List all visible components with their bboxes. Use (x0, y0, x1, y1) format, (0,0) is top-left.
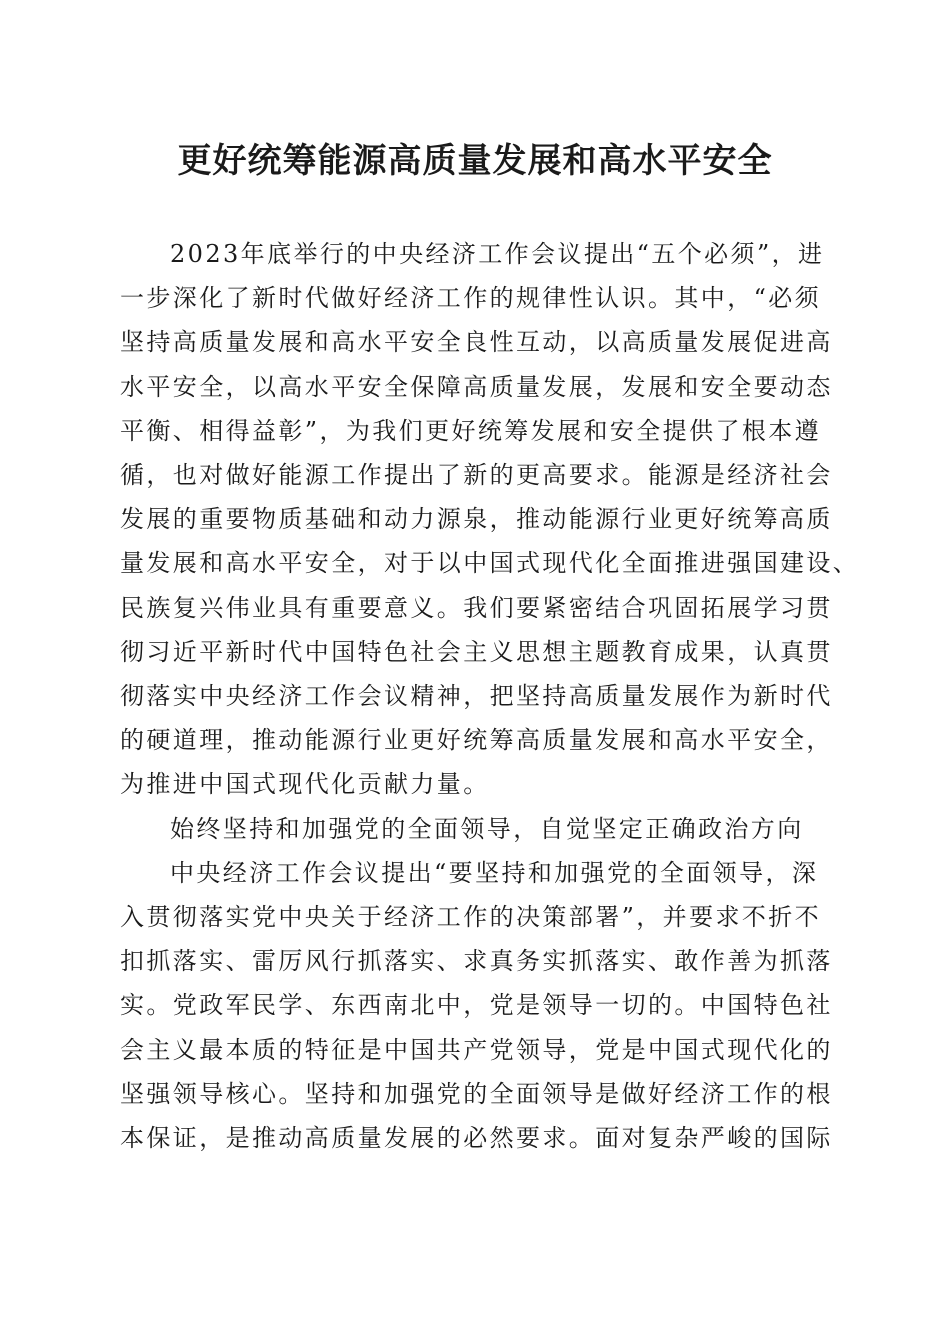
paragraph-line: 彻落实中央经济工作会议精神，把坚持高质量发展作为新时代 (120, 682, 833, 711)
paragraph-line: 量发展和高水平安全，对于以中国式现代化全面推进强国建设、 (120, 549, 860, 578)
paragraph-line: 本保证，是推动高质量发展的必然要求。面对复杂严峻的国际 (120, 1124, 833, 1153)
paragraph-line: 循，也对做好能源工作提出了新的更高要求。能源是经济社会 (120, 461, 833, 490)
paragraph-line: 中央经济工作会议提出“要坚持和加强党的全面领导，深 (170, 858, 819, 887)
paragraph-line: 平衡、相得益彰”，为我们更好统筹发展和安全提供了根本遵 (120, 416, 822, 445)
paragraph-line: 彻习近平新时代中国特色社会主义思想主题教育成果，认真贯 (120, 637, 833, 666)
document-title: 更好统筹能源高质量发展和高水平安全 (177, 141, 773, 181)
paragraph-line: 实。党政军民学、东西南北中，党是领导一切的。中国特色社 (120, 991, 833, 1020)
paragraph-line: 发展的重要物质基础和动力源泉，推动能源行业更好统筹高质 (120, 505, 833, 534)
paragraph-line: 为推进中国式现代化贡献力量。 (120, 770, 490, 799)
paragraph-line: 会主义最本质的特征是中国共产党领导，党是中国式现代化的 (120, 1035, 833, 1064)
paragraph-line: 坚持高质量发展和高水平安全良性互动，以高质量发展促进高 (120, 328, 833, 357)
paragraph-line: 一步深化了新时代做好经济工作的规律性认识。其中，“必须 (120, 284, 822, 313)
document-body (120, 232, 860, 1160)
paragraph-line: 水平安全，以高水平安全保障高质量发展，发展和安全要动态 (120, 372, 833, 401)
paragraph-line: 的硬道理，推动能源行业更好统筹高质量发展和高水平安全， (120, 726, 833, 755)
paragraph-line: 2023年底举行的中央经济工作会议提出“五个必须”，进 (170, 240, 825, 268)
paragraph-1 (120, 232, 860, 807)
paragraph-line: 坚强领导核心。坚持和加强党的全面领导是做好经济工作的根 (120, 1079, 833, 1108)
paragraph-2 (120, 851, 834, 1160)
paragraph-line: 扣抓落实、雷厉风行抓落实、求真务实抓落实、敢作善为抓落 (120, 947, 833, 976)
paragraph-line: 入贯彻落实党中央关于经济工作的决策部署”，并要求不折不 (120, 903, 822, 932)
section-subheading: 始终坚持和加强党的全面领导，自觉坚定正确政治方向 (170, 814, 804, 843)
paragraph-line: 民族复兴伟业具有重要意义。我们要紧密结合巩固拓展学习贯 (120, 593, 833, 622)
